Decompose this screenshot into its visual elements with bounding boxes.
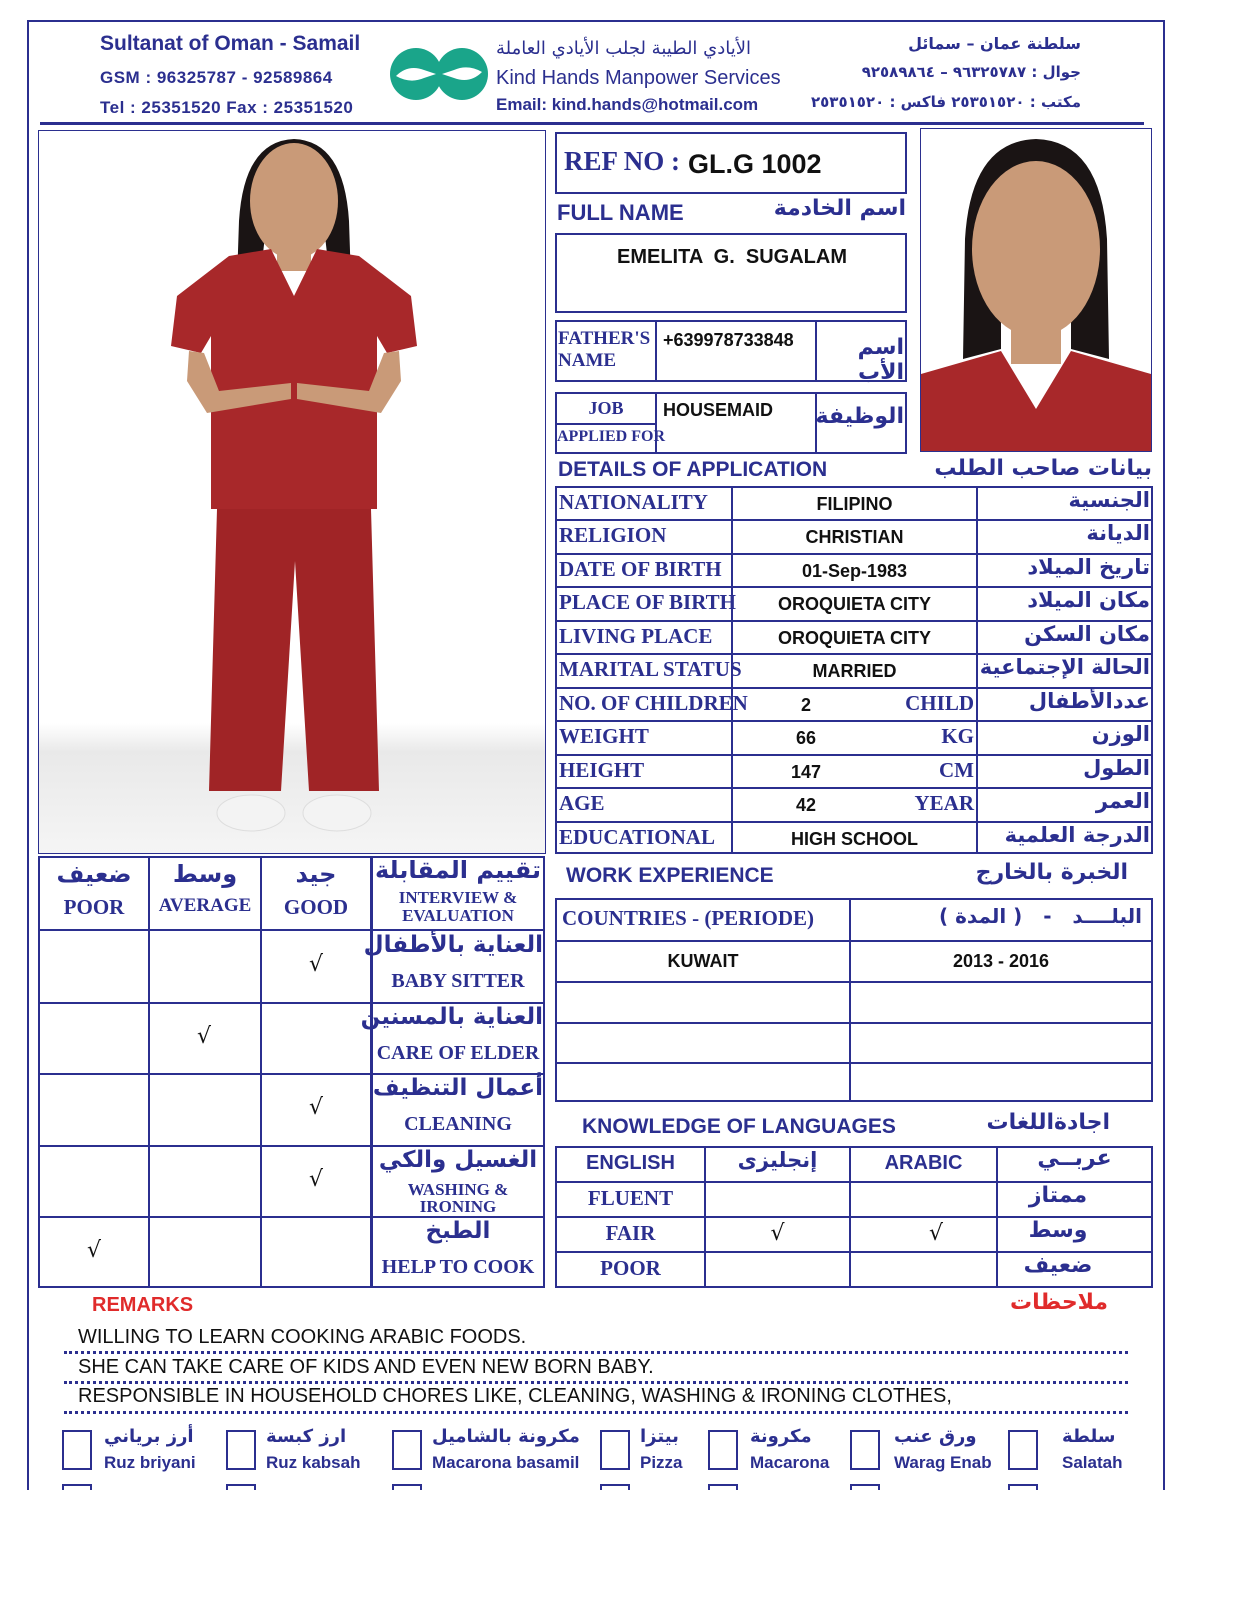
ref-value: GL.G 1002 xyxy=(688,149,822,179)
full-name-value: EMELITA G. SUGALAM xyxy=(617,246,847,268)
food-label-en: Salatah xyxy=(1062,1453,1123,1472)
work-row-line xyxy=(555,981,1153,983)
work-title-en: WORK EXPERIENCE xyxy=(566,864,774,887)
food-checkbox[interactable] xyxy=(1008,1430,1038,1470)
eval-skill-ar: العناية بالمسنين xyxy=(360,1003,543,1030)
details-value: OROQUIETA CITY xyxy=(778,627,931,648)
food-checkbox[interactable] xyxy=(708,1430,738,1470)
remark-rule-1 xyxy=(64,1351,1128,1354)
lang-level-en: FAIR xyxy=(605,1221,656,1245)
full-name-label-ar: اسم الخادمة xyxy=(773,196,906,221)
details-label-ar: الوزن xyxy=(1091,722,1150,747)
food-label-ar: مكرونة xyxy=(750,1426,812,1447)
eval-check-mark: √ xyxy=(86,1238,102,1264)
details-label-en: LIVING PLACE xyxy=(559,623,713,648)
father-label-en-2: NAME xyxy=(558,350,617,371)
remark-rule-2 xyxy=(64,1381,1128,1384)
eval-skill-en-2: IRONING xyxy=(419,1196,497,1216)
lang-level-en: FLUENT xyxy=(587,1186,674,1210)
eval-good-ar: جيد xyxy=(295,860,337,888)
ref-label: REF NO : xyxy=(564,146,680,176)
details-title-ar: بيانات صاحب الطلب xyxy=(934,456,1152,481)
eval-title-ar: تقييم المقابلة xyxy=(374,856,542,884)
father-value: +639978733848 xyxy=(663,330,794,350)
eval-skill-en: CARE OF ELDER xyxy=(376,1041,540,1064)
details-value: CHRISTIAN xyxy=(805,527,904,548)
father-label-ar: اسم الأب xyxy=(857,335,904,385)
work-col-divider xyxy=(849,898,851,1102)
eval-poor-en: POOR xyxy=(63,895,125,919)
work-row-line xyxy=(555,1062,1153,1064)
details-title-en: DETAILS OF APPLICATION xyxy=(558,458,828,481)
eval-check-mark: √ xyxy=(308,1166,324,1192)
details-label-en: NATIONALITY xyxy=(559,490,708,514)
lang-english-en: ENGLISH xyxy=(586,1152,675,1174)
father-label-en-1: FATHER'S xyxy=(558,328,651,349)
remark-line-2: SHE CAN TAKE CARE OF KIDS AND EVEN NEW BORN BABY. xyxy=(78,1356,654,1378)
company-name-ar: الأيادي الطيبة لجلب الأيادي العاملة xyxy=(496,38,752,59)
eval-poor-ar: ضعيف xyxy=(56,860,132,888)
details-label-en: WEIGHT xyxy=(559,724,649,749)
job-value: HOUSEMAID xyxy=(663,400,774,420)
details-label-ar: تاريخ الميلاد xyxy=(1027,554,1150,579)
details-label-ar: الحالة الإجتماعية xyxy=(979,655,1150,680)
remarks-label-ar: ملاحظات xyxy=(1010,1290,1108,1315)
food-label-en: Pizza xyxy=(640,1453,683,1472)
eval-skill-ar: الغسيل والكي xyxy=(378,1146,538,1173)
food-label-ar: أرز برياني xyxy=(104,1426,194,1447)
food-row-partial xyxy=(60,1484,1140,1490)
details-label-en: AGE xyxy=(559,791,605,816)
food-label-en: Macarona basamil xyxy=(432,1453,580,1472)
details-value: 2 xyxy=(800,694,811,715)
eval-col-1 xyxy=(148,856,150,1288)
details-label-ar: الطول xyxy=(1083,755,1150,780)
food-label-ar: مكرونة بالشاميل xyxy=(432,1426,580,1447)
eval-skill-en: BABY SITTER xyxy=(391,970,525,992)
full-name-box xyxy=(555,233,907,313)
eval-skill-ar: الطبخ xyxy=(425,1218,491,1245)
food-label-ar: ورق عنب xyxy=(894,1426,977,1447)
eval-check-mark: √ xyxy=(308,1095,324,1121)
details-label-ar: مكان السكن xyxy=(1024,621,1150,646)
job-label-divider xyxy=(555,423,655,425)
details-label-en: HEIGHT xyxy=(559,757,645,782)
details-value: OROQUIETA CITY xyxy=(778,594,931,615)
food-label-ar: بيتزا xyxy=(640,1426,679,1447)
lang-arabic-en: ARABIC xyxy=(884,1152,963,1174)
work-country: KUWAIT xyxy=(667,951,739,971)
remark-line-1: WILLING TO LEARN COOKING ARABIC FOODS. xyxy=(78,1326,527,1348)
eval-skill-ar: أعمال التنظيف xyxy=(372,1075,543,1102)
full-name-label-en: FULL NAME xyxy=(557,200,684,225)
details-value: 42 xyxy=(795,795,817,816)
remark-line-3: RESPONSIBLE IN HOUSEHOLD CHORES LIKE, CLEANING, WASHING & IRONING CLOTHES, xyxy=(78,1385,952,1407)
eval-title-en-1: INTERVIEW & xyxy=(398,888,518,907)
food-checkbox[interactable] xyxy=(600,1430,630,1470)
details-label-ar: مكان الميلاد xyxy=(1027,588,1150,613)
company-location-ar: سلطنة عمان – سمائل xyxy=(908,34,1081,53)
details-label-en: MARITAL STATUS xyxy=(559,657,742,682)
details-value: HIGH SCHOOL xyxy=(790,828,918,849)
work-title-ar: الخبرة بالخارج xyxy=(975,860,1128,885)
work-period: 2013 - 2016 xyxy=(952,951,1050,971)
food-checkbox[interactable] xyxy=(850,1430,880,1470)
full-body-photo xyxy=(38,130,546,854)
details-unit: KG xyxy=(941,724,974,749)
food-checkbox[interactable] xyxy=(392,1430,422,1470)
company-location-en: Sultanat of Oman - Samail xyxy=(100,32,361,55)
languages-title-ar: اجادةاللغات xyxy=(986,1110,1110,1135)
work-row-line xyxy=(555,1022,1153,1024)
job-label-en-2: APPLIED FOR xyxy=(557,428,665,445)
father-divider-2 xyxy=(815,320,817,382)
lang-english-ar: إنجليزى xyxy=(737,1148,818,1172)
father-divider-1 xyxy=(655,320,657,382)
food-label-ar: ارز كبسة xyxy=(266,1426,347,1447)
details-label-ar: العمر xyxy=(1095,789,1150,814)
job-label-en-1: JOB xyxy=(588,398,624,418)
lang-level-ar: ممتاز xyxy=(1028,1183,1088,1208)
details-label-en: NO. OF CHILDREN xyxy=(559,690,748,715)
details-value: 01-Sep-1983 xyxy=(801,560,908,581)
header-divider xyxy=(40,122,1144,125)
details-unit: CM xyxy=(939,757,974,782)
lang-english-check: √ xyxy=(770,1221,785,1246)
work-header-line xyxy=(555,940,1153,942)
food-checkbox[interactable] xyxy=(62,1430,92,1470)
food-label-en: Warag Enab xyxy=(894,1453,992,1472)
work-col-ar: البلــــد - ( المدة ) xyxy=(938,904,1142,928)
eval-skill-ar: العناية بالأطفال xyxy=(363,932,543,958)
food-label-ar: سلطة xyxy=(1062,1426,1116,1447)
lang-arabic-ar: عربــي xyxy=(1037,1146,1112,1171)
work-col-en: COUNTRIES - (PERIODE) xyxy=(562,906,815,930)
eval-average-ar: وسط xyxy=(172,860,238,888)
details-label-en: DATE OF BIRTH xyxy=(559,556,722,581)
tel-fax: Tel : 25351520 Fax : 25351520 xyxy=(100,98,354,117)
details-unit: CHILD xyxy=(905,690,974,715)
eval-skill-en: HELP TO COOK xyxy=(381,1256,535,1279)
details-value: 66 xyxy=(795,728,817,749)
details-label-en: RELIGION xyxy=(559,523,667,548)
food-label-en: Macarona xyxy=(750,1453,830,1472)
job-label-ar: الوظيفة xyxy=(815,404,904,429)
eval-average-en: AVERAGE xyxy=(158,895,252,916)
eval-header-line xyxy=(38,929,545,931)
details-label-ar: الدرجة العلمية xyxy=(1004,822,1150,847)
lang-level-ar: ضعيف xyxy=(1023,1253,1093,1278)
eval-col-2 xyxy=(260,856,262,1288)
languages-title-en: KNOWLEDGE OF LANGUAGES xyxy=(582,1115,896,1138)
eval-check-mark: √ xyxy=(308,952,324,977)
eval-title-en-2: EVALUATION xyxy=(402,906,514,925)
remark-rule-3 xyxy=(64,1411,1128,1414)
food-label-en: Ruz briyani xyxy=(104,1453,196,1472)
details-unit: YEAR xyxy=(914,791,974,816)
portrait-photo xyxy=(920,128,1152,452)
food-checkbox[interactable] xyxy=(226,1430,256,1470)
gsm-numbers: GSM : 96325787 - 92589864 xyxy=(100,68,333,87)
eval-good-en: GOOD xyxy=(283,895,349,919)
eval-check-mark: √ xyxy=(196,1023,212,1049)
details-label-ar: الجنسية xyxy=(1068,488,1150,512)
eval-skill-en: CLEANING xyxy=(404,1113,512,1136)
details-label-ar: عددالأطفال xyxy=(1028,688,1150,713)
company-email: Email: kind.hands@hotmail.com xyxy=(496,95,759,114)
details-label-en: PLACE OF BIRTH xyxy=(559,590,737,615)
details-value: FILIPINO xyxy=(816,494,893,514)
company-name-en: Kind Hands Manpower Services xyxy=(496,67,781,89)
lang-level-ar: وسط xyxy=(1028,1218,1088,1243)
food-label-en: Ruz kabsah xyxy=(266,1453,361,1472)
lang-arabic-check: √ xyxy=(928,1221,944,1246)
details-value: MARRIED xyxy=(812,661,897,682)
mobile-ar: جوال : ٩٦٣٢٥٧٨٧ – ٩٢٥٨٩٨٦٤ xyxy=(861,63,1081,81)
eval-skill-en: WASHING & xyxy=(407,1179,509,1199)
lang-level-en: POOR xyxy=(600,1256,661,1280)
company-logo xyxy=(388,46,490,102)
office-ar: مكتب : ٢٥٣٥١٥٢٠ فاكس : ٢٥٣٥١٥٢٠ xyxy=(810,93,1081,111)
details-label-ar: الديانة xyxy=(1086,521,1150,546)
remarks-label-en: REMARKS xyxy=(92,1294,194,1316)
details-label-en: EDUCATIONAL xyxy=(559,824,715,849)
details-value: 147 xyxy=(790,761,822,782)
